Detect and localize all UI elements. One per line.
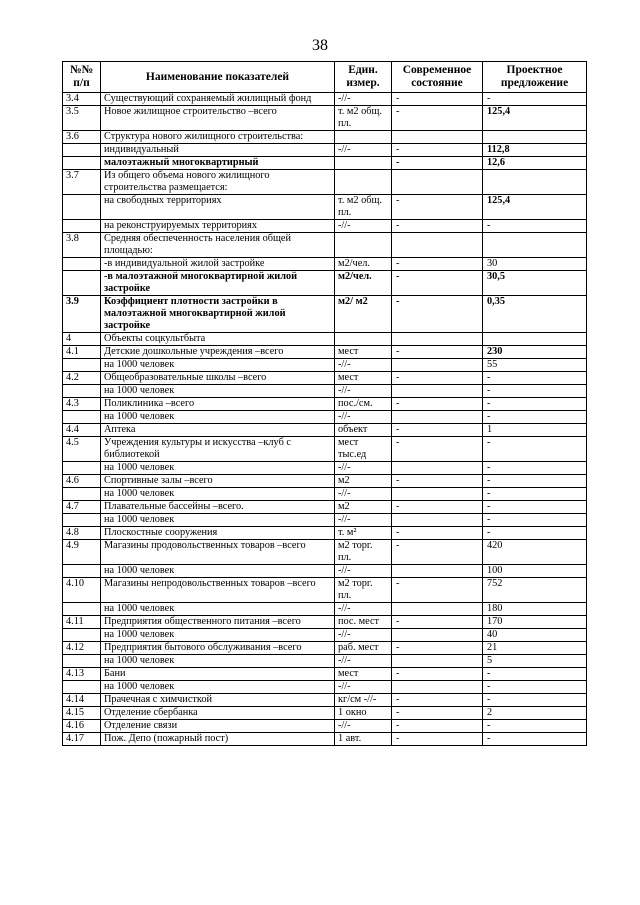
row-current: - [392,346,483,359]
row-project: 2 [483,707,587,720]
row-project [483,333,587,346]
row-unit: -//- [335,359,392,372]
row-current: - [392,106,483,131]
row-project: - [483,514,587,527]
table-row [63,603,587,616]
row-current: - [392,424,483,437]
table-row [63,398,587,411]
row-number: 4 [63,333,101,346]
row-current [392,629,483,642]
row-name: на свободных территориях [101,195,335,220]
row-project: 112,8 [483,144,587,157]
row-unit: т. м2 общ. пл. [335,195,392,220]
table-row [63,501,587,514]
row-name: на 1000 человек [101,385,335,398]
row-current: - [392,93,483,106]
header-current: Современное состояние [392,62,483,93]
table-row [63,106,587,131]
row-number: 4.8 [63,527,101,540]
table-row [63,707,587,720]
row-current: - [392,694,483,707]
row-unit: м2 [335,501,392,514]
row-number [63,258,101,271]
row-name: Пож. Депо (пожарный пост) [101,733,335,746]
row-unit: мест [335,346,392,359]
row-unit: пос. мест [335,616,392,629]
row-project: - [483,372,587,385]
table-row [63,462,587,475]
row-project: - [483,501,587,514]
row-unit: мест тыс.ед [335,437,392,462]
row-number [63,462,101,475]
row-unit: -//- [335,720,392,733]
row-current: - [392,195,483,220]
row-project: 180 [483,603,587,616]
table-row [63,333,587,346]
row-name: Плоскостные сооружения [101,527,335,540]
row-unit: -//- [335,385,392,398]
row-project: - [483,694,587,707]
row-project: - [483,475,587,488]
row-number: 4.5 [63,437,101,462]
row-project: 30,5 [483,271,587,296]
row-number: 4.13 [63,668,101,681]
row-unit: -//- [335,488,392,501]
row-number: 4.10 [63,578,101,603]
row-number: 3.6 [63,131,101,144]
row-current [392,603,483,616]
row-current: - [392,372,483,385]
table-row [63,424,587,437]
row-unit: кг/см -//- [335,694,392,707]
row-current: - [392,157,483,170]
row-project: 55 [483,359,587,372]
row-number: 3.8 [63,233,101,258]
row-project: - [483,93,587,106]
table-row [63,629,587,642]
row-name: Из общего объема нового жилищного строительства размещается: [101,170,335,195]
row-project: 420 [483,540,587,565]
table-row [63,527,587,540]
row-unit: м2/чел. [335,258,392,271]
row-project: 30 [483,258,587,271]
row-project: - [483,733,587,746]
table-header-row [63,62,587,93]
row-number [63,411,101,424]
table-row [63,437,587,462]
row-project: - [483,437,587,462]
row-current: - [392,642,483,655]
row-name: Спортивные залы –всего [101,475,335,488]
row-project: 125,4 [483,106,587,131]
row-number: 4.17 [63,733,101,746]
row-unit: т. м² [335,527,392,540]
row-unit [335,333,392,346]
row-name: Средняя обеспеченность населения общей площадью: [101,233,335,258]
row-current: - [392,398,483,411]
table-row [63,170,587,195]
row-project: 230 [483,346,587,359]
row-number [63,655,101,668]
row-current [392,411,483,424]
row-number [63,488,101,501]
row-unit: -//- [335,655,392,668]
row-unit [335,157,392,170]
table-row [63,258,587,271]
table-row [63,578,587,603]
row-name: Объекты соцкультбыта [101,333,335,346]
row-project: - [483,488,587,501]
row-number [63,195,101,220]
table-row [63,220,587,233]
row-name: Поликлиника –всего [101,398,335,411]
row-name: индивидуальный [101,144,335,157]
row-name: Новое жилищное строительство –всего [101,106,335,131]
row-project: - [483,220,587,233]
row-unit: -//- [335,681,392,694]
row-number [63,359,101,372]
row-unit: м2/чел. [335,271,392,296]
row-name: на 1000 человек [101,462,335,475]
row-name: Коэффициент плотности застройки в малоэтажной многоквартирной жилой застройке [101,296,335,333]
row-number: 4.3 [63,398,101,411]
row-unit: -//- [335,514,392,527]
table-row [63,359,587,372]
row-unit: м2 торг. пл. [335,578,392,603]
row-name: на реконструируемых территориях [101,220,335,233]
table-row [63,385,587,398]
row-current [392,170,483,195]
row-unit: -//- [335,411,392,424]
row-name: Общеобразовательные школы –всего [101,372,335,385]
row-unit [335,170,392,195]
row-unit: -//- [335,220,392,233]
row-unit: -//- [335,629,392,642]
row-current: - [392,437,483,462]
row-current [392,131,483,144]
row-current: - [392,720,483,733]
row-number [63,271,101,296]
table-row [63,271,587,296]
table-row [63,475,587,488]
row-project: 0,35 [483,296,587,333]
header-num: №№ п/п [63,62,101,93]
row-name: на 1000 человек [101,565,335,578]
row-project: - [483,720,587,733]
table-row [63,733,587,746]
table-row [63,346,587,359]
row-unit: раб. мест [335,642,392,655]
row-current: - [392,668,483,681]
row-name: -в индивидуальной жилой застройке [101,258,335,271]
row-project: - [483,527,587,540]
row-project: - [483,398,587,411]
row-project: - [483,681,587,694]
row-number: 4.4 [63,424,101,437]
row-unit: объект [335,424,392,437]
row-current: - [392,540,483,565]
table-row [63,93,587,106]
table-row [63,514,587,527]
row-unit: -//- [335,565,392,578]
row-current: - [392,733,483,746]
row-name: Детские дошкольные учреждения –всего [101,346,335,359]
row-unit: 1 окно [335,707,392,720]
row-number: 3.9 [63,296,101,333]
row-number: 4.7 [63,501,101,514]
table-row [63,681,587,694]
row-number: 3.4 [63,93,101,106]
row-name: -в малоэтажной многоквартирной жилой застройке [101,271,335,296]
row-name: на 1000 человек [101,603,335,616]
table-row [63,296,587,333]
table-row [63,233,587,258]
row-name: Структура нового жилищного строительства: [101,131,335,144]
row-current: - [392,220,483,233]
row-current: - [392,144,483,157]
row-unit: -//- [335,144,392,157]
row-project: - [483,411,587,424]
table-row [63,616,587,629]
row-number [63,565,101,578]
row-number: 4.15 [63,707,101,720]
row-number [63,220,101,233]
row-current: - [392,527,483,540]
row-number: 3.7 [63,170,101,195]
table-row [63,668,587,681]
table-row [63,694,587,707]
row-project: 40 [483,629,587,642]
row-current: - [392,296,483,333]
row-project: 125,4 [483,195,587,220]
row-project: 100 [483,565,587,578]
header-unit: Един. измер. [335,62,392,93]
row-name: Прачечная с химчисткой [101,694,335,707]
row-project: 752 [483,578,587,603]
table-row [63,540,587,565]
table-row [63,144,587,157]
table-body [63,93,587,746]
row-number: 4.14 [63,694,101,707]
row-current: - [392,258,483,271]
table-row [63,565,587,578]
row-name: Предприятия бытового обслуживания –всего [101,642,335,655]
row-number [63,514,101,527]
row-name: Отделение связи [101,720,335,733]
row-current [392,655,483,668]
row-current [392,565,483,578]
table-row [63,372,587,385]
header-name: Наименование показателей [101,62,335,93]
row-name: на 1000 человек [101,629,335,642]
table-row [63,131,587,144]
row-current [392,385,483,398]
row-unit: мест [335,668,392,681]
table-row [63,720,587,733]
table-row [63,195,587,220]
row-name: на 1000 человек [101,655,335,668]
row-number: 4.16 [63,720,101,733]
row-current [392,359,483,372]
row-number: 4.6 [63,475,101,488]
row-unit [335,131,392,144]
page-number: 38 [312,37,328,54]
row-current: - [392,271,483,296]
row-number [63,603,101,616]
row-number: 3.5 [63,106,101,131]
table-row [63,488,587,501]
row-unit: мест [335,372,392,385]
header-project: Проектное предложение [483,62,587,93]
row-current: - [392,475,483,488]
row-number [63,681,101,694]
row-number [63,157,101,170]
row-unit: м2/ м2 [335,296,392,333]
row-current [392,233,483,258]
row-current [392,681,483,694]
row-number [63,629,101,642]
row-name: Магазины непродовольственных товаров –всего [101,578,335,603]
row-project: - [483,385,587,398]
row-unit [335,233,392,258]
row-project: 1 [483,424,587,437]
row-project: 170 [483,616,587,629]
row-name: на 1000 человек [101,681,335,694]
row-current [392,514,483,527]
row-name: Учреждения культуры и искусства –клуб с библиотекой [101,437,335,462]
row-current [392,333,483,346]
row-project: 21 [483,642,587,655]
row-name: на 1000 человек [101,514,335,527]
row-project: - [483,462,587,475]
row-number: 4.2 [63,372,101,385]
row-unit: 1 авт. [335,733,392,746]
row-name: Аптека [101,424,335,437]
row-unit: -//- [335,603,392,616]
row-name: Магазины продовольственных товаров –всего [101,540,335,565]
row-number: 4.11 [63,616,101,629]
row-unit: -//- [335,93,392,106]
row-project: - [483,668,587,681]
table-row [63,655,587,668]
row-current: - [392,501,483,514]
row-project: 12,6 [483,157,587,170]
row-name: на 1000 человек [101,359,335,372]
row-unit: м2 [335,475,392,488]
row-unit: -//- [335,462,392,475]
row-name: Предприятия общественного питания –всего [101,616,335,629]
row-name: Бани [101,668,335,681]
row-number [63,385,101,398]
row-project [483,233,587,258]
row-number: 4.9 [63,540,101,565]
row-name: малоэтажный многоквартирный [101,157,335,170]
row-unit: м2 торг. пл. [335,540,392,565]
row-current: - [392,578,483,603]
row-unit: т. м2 общ. пл. [335,106,392,131]
row-name: Плавательные бассейны –всего. [101,501,335,514]
row-name: на 1000 человек [101,411,335,424]
row-name: на 1000 человек [101,488,335,501]
row-project [483,170,587,195]
row-project [483,131,587,144]
row-current: - [392,707,483,720]
table-row [63,411,587,424]
row-name: Отделение сбербанка [101,707,335,720]
row-name: Существующий сохраняемый жилищный фонд [101,93,335,106]
row-current [392,488,483,501]
table-row [63,157,587,170]
row-number: 4.1 [63,346,101,359]
row-current: - [392,616,483,629]
row-current [392,462,483,475]
row-unit: пос./см. [335,398,392,411]
row-number: 4.12 [63,642,101,655]
row-project: 5 [483,655,587,668]
indicators-table [62,61,587,746]
table-row [63,642,587,655]
row-number [63,144,101,157]
